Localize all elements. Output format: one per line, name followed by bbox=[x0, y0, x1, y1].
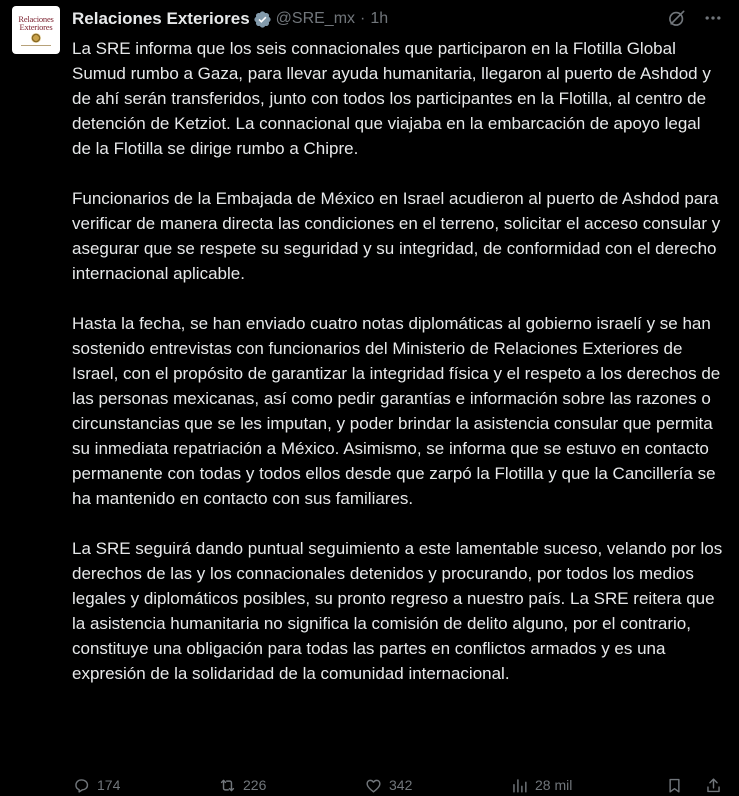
avatar[interactable] bbox=[12, 6, 60, 54]
grok-icon[interactable] bbox=[667, 8, 687, 28]
post-paragraph: La SRE seguirá dando puntual seguimiento a este lamentable suceso, velando por los derechos de las y los connacionales detenidos y procurando, por todos los medios legales y diplomáticos posibles, su pronto regreso a nuestro país. La SRE reitera que la asistencia humanitaria no significa la comisión de delito alguno, por el contrario, constituye una obligación para todas las partes en conflictos armados y es una expresión de la solidaridad de la comunidad internacional. bbox=[72, 539, 723, 683]
heart-icon bbox=[364, 776, 383, 795]
like-button[interactable] bbox=[364, 776, 510, 795]
post-header bbox=[72, 8, 723, 30]
repost-count: 226 bbox=[243, 777, 267, 793]
separator-dot: · bbox=[360, 10, 366, 27]
repost-icon bbox=[218, 776, 237, 795]
post-paragraph: Hasta la fecha, se han enviado cuatro notas diplomáticas al gobierno israelí y se han sostenido entrevistas con funcionarios del Ministerio de Relaciones Exteriores de Israel, con el propósito de garantizar la integridad física y el respeto a los derechos de las personas mexicanas, así como pedir garantías e información sobre las razones o circunstancias que se les imputan, y poder brindar la asistencia consular que permita su inmediata repatriación a México. Asimismo, se informa que se estuvo en contacto permanente con todas y todos ellos desde que zarpó la Flotilla y que la Cancillería se ha mantenido en contacto con sus familiares. bbox=[72, 314, 721, 508]
avatar-logo-line1: Relaciones bbox=[18, 13, 54, 24]
post-paragraph: Funcionarios de la Embajada de México en Israel acudieron al puerto de Ashdod para verificar de manera directa las condiciones en el terreno, solicitar el acceso consular y asegurar que se respete su seguridad y su integridad, de conformidad con el derecho internacional aplicable. bbox=[72, 189, 721, 283]
views-count: 28 mil bbox=[535, 777, 573, 793]
mexico-emblem-icon bbox=[31, 33, 41, 43]
display-name[interactable]: Relaciones Exteriores bbox=[72, 9, 250, 28]
secondary-actions bbox=[665, 776, 723, 795]
avatar-logo-line2: Exteriores bbox=[19, 21, 53, 32]
like-count: 342 bbox=[389, 777, 413, 793]
post-time[interactable]: 1h bbox=[370, 10, 389, 27]
avatar-logo-rule bbox=[21, 45, 51, 46]
views-button[interactable] bbox=[510, 776, 652, 795]
more-icon[interactable] bbox=[703, 8, 723, 28]
reply-button[interactable] bbox=[72, 776, 218, 795]
views-icon bbox=[510, 776, 529, 795]
post-paragraph: La SRE informa que los seis connacionales que participaron en la Flotilla Global Sumud rumbo a Gaza, para llevar ayuda humanitaria, llegaron al puerto de Ashdod y de ahí serán transferidos, junto con todos los participantes en la Flotilla, al centro de detención de Ketziot. La connacional que viajaba en la embarcación de apoyo legal de la Flotilla se dirige rumbo a Chipre. bbox=[72, 39, 711, 158]
post-top-actions bbox=[667, 8, 723, 28]
reply-count: 174 bbox=[97, 777, 121, 793]
verified-badge-icon[interactable] bbox=[253, 10, 272, 29]
bookmark-icon[interactable] bbox=[665, 776, 684, 795]
repost-button[interactable] bbox=[218, 776, 364, 795]
reply-icon bbox=[72, 776, 91, 795]
share-icon[interactable] bbox=[704, 776, 723, 795]
post-text bbox=[72, 36, 724, 711]
author-handle[interactable]: @SRE_mx bbox=[275, 10, 356, 27]
